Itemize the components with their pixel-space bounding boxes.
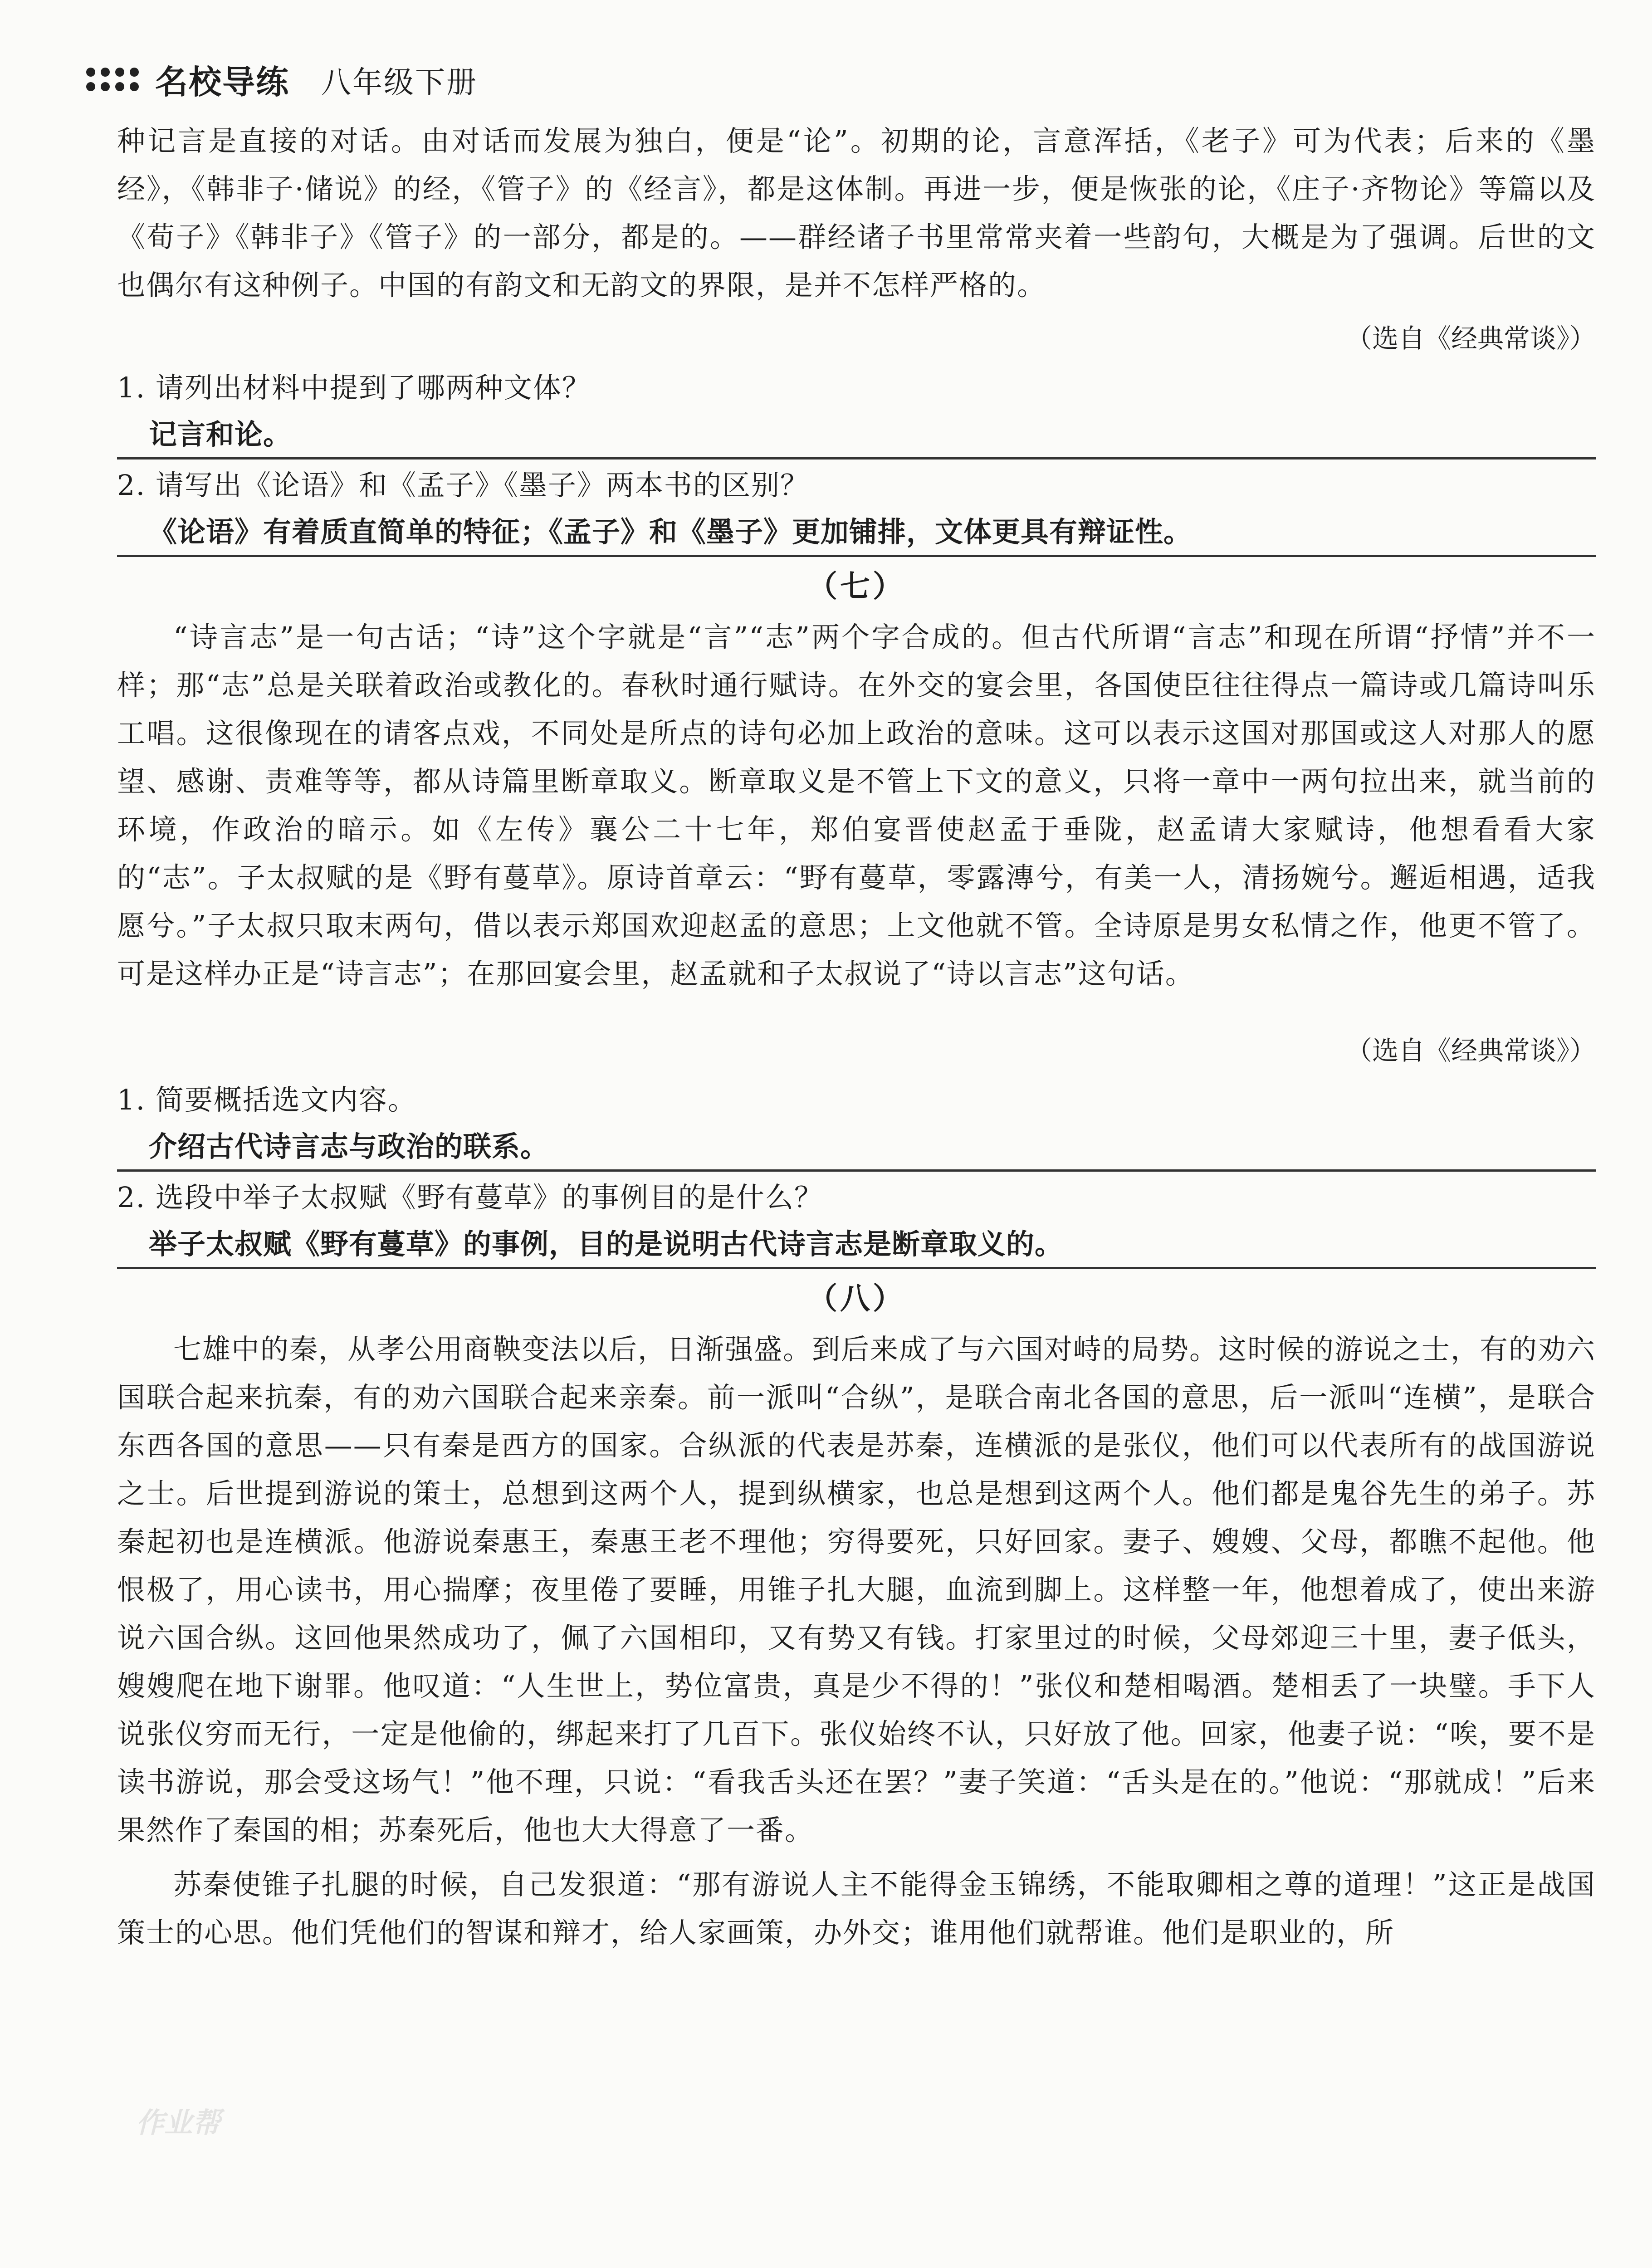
section-7-title: （七） — [807, 568, 905, 604]
section-8-title: （八） — [807, 1281, 905, 1316]
section-7-question-2: 2. 选段中举子太叔赋《野有蔓草》的事例目的是什么？ — [117, 1181, 823, 1214]
section-6-answer-2: 《论语》有着质直简单的特征；《孟子》和《墨子》更加铺排，文体更具有辩证性。 — [117, 509, 1596, 557]
section-8-paragraph-1: 七雄中的秦，从孝公用商鞅变法以后，日渐强盛。到后来成了与六国对峙的局势。这时候的游说之士，有的劝六国联合起来抗秦，有的劝六国联合起来亲秦。前一派叫“合纵”，是联合南北各国的意思，后一派叫“连横”，是联合东西各国的意思——只有秦是西方的国家。合纵派的代表是苏秦，连横派的是张仪，他们可以代表所有的战国游说之士。后世提到游说的策士，总想到这两个人，提到纵横家，也总是想到这两个人。他们都是鬼谷先生的弟子。苏秦起初也是连横派。他游说秦惠王，秦惠王老不理他；穷得要死，只好回家。妻子、嫂嫂、父母，都瞧不起他。他恨极了，用心读书，用心揣摩；夜里倦了要睡，用锥子扎大腿，血流到脚上。这样整一年，他想着成了，使出来游说六国合纵。这回他果然成功了，佩了六国相印，又有势又有钱。打家里过的时候，父母郊迎三十里，妻子低头，嫂嫂爬在地下谢罪。他叹道：“人生世上，势位富贵，真是少不得的！”张仪和楚相喝酒。楚相丢了一块璧。手下人说张仪穷而无行，一定是他偷的，绑起来打了几百下。张仪始终不认，只好放了他。回家，他妻子说：“唉，要不是读书游说，那会受这场气！”他不理，只说：“看我舌头还在罢？”妻子笑道：“舌头是在的。”他说：“那就成！”后来果然作了秦国的相；苏秦死后，他也大大得意了一番。 — [117, 1333, 1596, 1847]
section-7-answer-1: 介绍古代诗言志与政治的联系。 — [117, 1124, 1596, 1172]
section-6-answer-1: 记言和论。 — [117, 412, 1596, 459]
dots-logo-icon — [86, 68, 139, 91]
series-brand: 名校导练 — [155, 63, 290, 101]
grade-label: 八年级下册 — [321, 64, 478, 100]
section-6 — [117, 117, 1596, 1957]
watermark: 作业帮 — [136, 2106, 221, 2139]
page-header — [86, 54, 478, 104]
section-6-source: （选自《经典常谈》） — [1345, 323, 1596, 354]
section-6-question-2: 2. 请写出《论语》和《孟子》《墨子》两本书的区别？ — [117, 469, 809, 502]
section-7-paragraph: “诗言志”是一句古话；“诗”这个字就是“言”“志”两个字合成的。但古代所谓“言志”和现在所谓“抒情”并不一样；那“志”总是关联着政治或教化的。春秋时通行赋诗。在外交的宴会里，各国使臣往往得点一篇诗或几篇诗叫乐工唱。这很像现在的请客点戏，不同处是所点的诗句必加上政治的意味。这可以表示这国对那国或这人对那人的愿望、感谢、责难等等，都从诗篇里断章取义。断章取义是不管上下文的意义，只将一章中一两句拉出来，就当前的环境，作政治的暗示。如《左传》襄公二十七年，郑伯宴晋使赵孟于垂陇，赵孟请大家赋诗，他想看看大家的“志”。子太叔赋的是《野有蔓草》。原诗首章云：“野有蔓草，零露漙兮，有美一人，清扬婉兮。邂逅相遇，适我愿兮。”子太叔只取末两句，借以表示郑国欢迎赵孟的意思；上文他就不管。全诗原是男女私情之作，他更不管了。可是这样办正是“诗言志”；在那回宴会里，赵孟就和子太叔说了“诗以言志”这句话。 — [117, 621, 1596, 990]
section-8-paragraph-2: 苏秦使锥子扎腿的时候，自己发狠道：“那有游说人主不能得金玉锦绣，不能取卿相之尊的道理！”这正是战国策士的心思。他们凭他们的智谋和辩才，给人家画策，办外交；谁用他们就帮谁。他们是职业的，所 — [117, 1868, 1596, 1949]
section-7-source: （选自《经典常谈》） — [1345, 1035, 1596, 1066]
section-7-question-1: 1. 简要概括选文内容。 — [117, 1083, 417, 1116]
section-6-paragraph: 种记言是直接的对话。由对话而发展为独白，便是“论”。初期的论，言意浑括，《老子》可为代表；后来的《墨经》，《韩非子·储说》的经，《管子》的《经言》，都是这体制。再进一步，便是恢张的论，《庄子·齐物论》等篇以及《荀子》《韩非子》《管子》的一部分，都是的。——群经诸子书里常常夹着一些韵句，大概是为了强调。后世的文也偶尔有这种例子。中国的有韵文和无韵文的界限，是并不怎样严格的。 — [117, 124, 1596, 302]
section-7-answer-2: 举子太叔赋《野有蔓草》的事例，目的是说明古代诗言志是断章取义的。 — [117, 1222, 1596, 1269]
section-6-question-1: 1. 请列出材料中提到了哪两种文体？ — [117, 371, 591, 404]
